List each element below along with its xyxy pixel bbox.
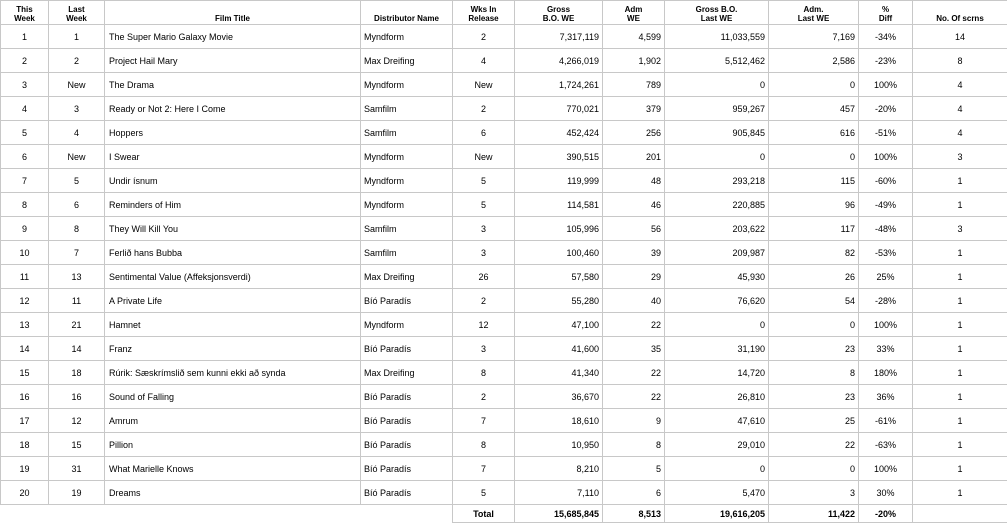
cell-this-week: 2	[1, 49, 49, 73]
cell-distributor: Samfilm	[361, 217, 453, 241]
cell-diff: 100%	[859, 145, 913, 169]
cell-diff: -60%	[859, 169, 913, 193]
cell-wks-in-release: 5	[453, 481, 515, 505]
cell-distributor: Bíó Paradís	[361, 433, 453, 457]
table-row	[1, 145, 1007, 169]
cell-adm-last-we: 616	[769, 121, 859, 145]
cell-gross-last-we: 76,620	[665, 289, 769, 313]
cell-gross-last-we: 26,810	[665, 385, 769, 409]
cell-adm-we: 39	[603, 241, 665, 265]
cell-screens: 3	[913, 145, 1007, 169]
cell-gross-we: 7,110	[515, 481, 603, 505]
cell-gross-last-we: 209,987	[665, 241, 769, 265]
cell-diff: -34%	[859, 25, 913, 49]
cell-wks-in-release: 5	[453, 193, 515, 217]
cell-gross-last-we: 11,033,559	[665, 25, 769, 49]
cell-this-week: 12	[1, 289, 49, 313]
cell-film-title: Hoppers	[105, 121, 361, 145]
cell-gross-last-we: 14,720	[665, 361, 769, 385]
cell-gross-we: 8,210	[515, 457, 603, 481]
cell-gross-we: 41,600	[515, 337, 603, 361]
cell-gross-last-we: 959,267	[665, 97, 769, 121]
cell-last-week: 7	[49, 241, 105, 265]
cell-diff: -20%	[859, 97, 913, 121]
cell-screens: 1	[913, 313, 1007, 337]
cell-last-week: 11	[49, 289, 105, 313]
cell-wks-in-release: 3	[453, 337, 515, 361]
cell-wks-in-release: 7	[453, 409, 515, 433]
cell-film-title: Sentimental Value (Affeksjonsverdi)	[105, 265, 361, 289]
cell-this-week: 4	[1, 97, 49, 121]
cell-gross-we: 4,266,019	[515, 49, 603, 73]
table-row	[1, 361, 1007, 385]
cell-film-title: Amrum	[105, 409, 361, 433]
cell-film-title: What Marielle Knows	[105, 457, 361, 481]
cell-adm-last-we: 82	[769, 241, 859, 265]
cell-distributor: Samfilm	[361, 121, 453, 145]
cell-distributor: Bíó Paradís	[361, 457, 453, 481]
header-film-title: Film Title	[105, 1, 361, 25]
cell-this-week: 5	[1, 121, 49, 145]
cell-this-week: 1	[1, 25, 49, 49]
cell-wks-in-release: 2	[453, 25, 515, 49]
cell-adm-last-we: 23	[769, 385, 859, 409]
cell-screens: 14	[913, 25, 1007, 49]
cell-this-week: 11	[1, 265, 49, 289]
cell-film-title: Ferlið hans Bubba	[105, 241, 361, 265]
cell-adm-last-we: 25	[769, 409, 859, 433]
cell-adm-we: 22	[603, 385, 665, 409]
cell-last-week: 16	[49, 385, 105, 409]
cell-film-title: Pillion	[105, 433, 361, 457]
totals-label: Total	[453, 505, 515, 523]
cell-adm-last-we: 54	[769, 289, 859, 313]
cell-distributor: Bíó Paradís	[361, 481, 453, 505]
table-row	[1, 265, 1007, 289]
header-diff: % Diff	[859, 1, 913, 25]
cell-diff: -51%	[859, 121, 913, 145]
cell-distributor: Myndform	[361, 193, 453, 217]
cell-last-week: New	[49, 73, 105, 97]
table-row	[1, 481, 1007, 505]
cell-adm-we: 48	[603, 169, 665, 193]
cell-adm-we: 22	[603, 361, 665, 385]
cell-last-week: 14	[49, 337, 105, 361]
cell-film-title: Sound of Falling	[105, 385, 361, 409]
table-row	[1, 169, 1007, 193]
cell-film-title: The Drama	[105, 73, 361, 97]
cell-gross-we: 1,724,261	[515, 73, 603, 97]
cell-adm-we: 1,902	[603, 49, 665, 73]
cell-diff: -61%	[859, 409, 913, 433]
cell-distributor: Myndform	[361, 169, 453, 193]
table-row	[1, 193, 1007, 217]
cell-distributor: Myndform	[361, 25, 453, 49]
cell-screens: 1	[913, 385, 1007, 409]
cell-this-week: 14	[1, 337, 49, 361]
cell-diff: 100%	[859, 73, 913, 97]
table-row	[1, 289, 1007, 313]
cell-gross-we: 770,021	[515, 97, 603, 121]
table-body	[1, 25, 1007, 505]
cell-this-week: 19	[1, 457, 49, 481]
cell-last-week: 3	[49, 97, 105, 121]
cell-this-week: 16	[1, 385, 49, 409]
header-last-week: Last Week	[49, 1, 105, 25]
cell-distributor: Samfilm	[361, 97, 453, 121]
cell-adm-we: 9	[603, 409, 665, 433]
cell-adm-we: 56	[603, 217, 665, 241]
cell-film-title: Hamnet	[105, 313, 361, 337]
cell-screens: 4	[913, 73, 1007, 97]
cell-adm-last-we: 115	[769, 169, 859, 193]
cell-this-week: 17	[1, 409, 49, 433]
cell-diff: -28%	[859, 289, 913, 313]
header-row	[1, 1, 1007, 25]
cell-screens: 1	[913, 289, 1007, 313]
cell-film-title: Reminders of Him	[105, 193, 361, 217]
cell-diff: -23%	[859, 49, 913, 73]
cell-film-title: Ready or Not 2: Here I Come	[105, 97, 361, 121]
table-row	[1, 409, 1007, 433]
cell-adm-last-we: 0	[769, 145, 859, 169]
totals-adm: 8,513	[603, 505, 665, 523]
cell-this-week: 9	[1, 217, 49, 241]
cell-last-week: 5	[49, 169, 105, 193]
cell-last-week: New	[49, 145, 105, 169]
cell-gross-we: 41,340	[515, 361, 603, 385]
cell-wks-in-release: 2	[453, 289, 515, 313]
cell-screens: 1	[913, 193, 1007, 217]
cell-last-week: 15	[49, 433, 105, 457]
header-wks-in-release: Wks In Release	[453, 1, 515, 25]
cell-screens: 1	[913, 481, 1007, 505]
cell-adm-last-we: 0	[769, 457, 859, 481]
cell-adm-last-we: 7,169	[769, 25, 859, 49]
cell-adm-we: 46	[603, 193, 665, 217]
cell-screens: 1	[913, 433, 1007, 457]
header-adm-we: Adm WE	[603, 1, 665, 25]
header-gross-last-we: Gross B.O. Last WE	[665, 1, 769, 25]
totals-adm-last: 11,422	[769, 505, 859, 523]
cell-adm-last-we: 23	[769, 337, 859, 361]
cell-distributor: Samfilm	[361, 241, 453, 265]
cell-diff: -53%	[859, 241, 913, 265]
cell-diff: 180%	[859, 361, 913, 385]
cell-distributor: Max Dreifing	[361, 49, 453, 73]
cell-screens: 1	[913, 361, 1007, 385]
cell-wks-in-release: New	[453, 73, 515, 97]
cell-adm-last-we: 22	[769, 433, 859, 457]
table-row	[1, 337, 1007, 361]
header-gross-we: Gross B.O. WE	[515, 1, 603, 25]
cell-gross-last-we: 0	[665, 73, 769, 97]
cell-adm-we: 5	[603, 457, 665, 481]
cell-wks-in-release: 8	[453, 361, 515, 385]
cell-screens: 1	[913, 337, 1007, 361]
cell-adm-last-we: 8	[769, 361, 859, 385]
cell-last-week: 2	[49, 49, 105, 73]
totals-gross-last: 19,616,205	[665, 505, 769, 523]
cell-this-week: 18	[1, 433, 49, 457]
cell-distributor: Myndform	[361, 145, 453, 169]
cell-diff: -63%	[859, 433, 913, 457]
cell-distributor: Max Dreifing	[361, 361, 453, 385]
header-this-week: This Week	[1, 1, 49, 25]
cell-last-week: 6	[49, 193, 105, 217]
cell-diff: 36%	[859, 385, 913, 409]
cell-gross-last-we: 203,622	[665, 217, 769, 241]
cell-last-week: 4	[49, 121, 105, 145]
cell-film-title: The Super Mario Galaxy Movie	[105, 25, 361, 49]
cell-adm-we: 6	[603, 481, 665, 505]
totals-gross: 15,685,845	[515, 505, 603, 523]
cell-adm-we: 40	[603, 289, 665, 313]
cell-last-week: 8	[49, 217, 105, 241]
cell-screens: 1	[913, 457, 1007, 481]
cell-adm-we: 201	[603, 145, 665, 169]
cell-distributor: Bíó Paradís	[361, 289, 453, 313]
table-row	[1, 433, 1007, 457]
cell-wks-in-release: 3	[453, 241, 515, 265]
table-row	[1, 241, 1007, 265]
cell-screens: 3	[913, 217, 1007, 241]
cell-screens: 4	[913, 121, 1007, 145]
cell-adm-last-we: 96	[769, 193, 859, 217]
cell-wks-in-release: 3	[453, 217, 515, 241]
cell-gross-we: 119,999	[515, 169, 603, 193]
cell-this-week: 15	[1, 361, 49, 385]
cell-screens: 1	[913, 241, 1007, 265]
cell-adm-we: 256	[603, 121, 665, 145]
cell-gross-last-we: 220,885	[665, 193, 769, 217]
cell-adm-last-we: 0	[769, 73, 859, 97]
cell-adm-last-we: 0	[769, 313, 859, 337]
cell-wks-in-release: 6	[453, 121, 515, 145]
cell-this-week: 10	[1, 241, 49, 265]
cell-this-week: 3	[1, 73, 49, 97]
cell-wks-in-release: 2	[453, 97, 515, 121]
cell-wks-in-release: 26	[453, 265, 515, 289]
cell-last-week: 31	[49, 457, 105, 481]
cell-gross-last-we: 31,190	[665, 337, 769, 361]
cell-gross-we: 100,460	[515, 241, 603, 265]
cell-adm-we: 22	[603, 313, 665, 337]
cell-gross-we: 57,580	[515, 265, 603, 289]
cell-this-week: 7	[1, 169, 49, 193]
cell-this-week: 13	[1, 313, 49, 337]
cell-adm-we: 35	[603, 337, 665, 361]
cell-film-title: Dreams	[105, 481, 361, 505]
cell-gross-last-we: 29,010	[665, 433, 769, 457]
cell-adm-we: 789	[603, 73, 665, 97]
cell-gross-last-we: 5,512,462	[665, 49, 769, 73]
cell-gross-we: 55,280	[515, 289, 603, 313]
table-row	[1, 385, 1007, 409]
cell-gross-we: 47,100	[515, 313, 603, 337]
cell-gross-we: 114,581	[515, 193, 603, 217]
totals-diff: -20%	[859, 505, 913, 523]
cell-this-week: 8	[1, 193, 49, 217]
cell-adm-last-we: 2,586	[769, 49, 859, 73]
cell-film-title: Undir ísnum	[105, 169, 361, 193]
cell-distributor: Bíó Paradís	[361, 409, 453, 433]
cell-diff: 100%	[859, 457, 913, 481]
cell-film-title: They Will Kill You	[105, 217, 361, 241]
cell-this-week: 20	[1, 481, 49, 505]
cell-film-title: Project Hail Mary	[105, 49, 361, 73]
cell-gross-we: 390,515	[515, 145, 603, 169]
cell-gross-last-we: 47,610	[665, 409, 769, 433]
table-row	[1, 97, 1007, 121]
cell-gross-last-we: 0	[665, 145, 769, 169]
cell-gross-we: 18,610	[515, 409, 603, 433]
header-distributor: Distributor Name	[361, 1, 453, 25]
cell-wks-in-release: 2	[453, 385, 515, 409]
cell-adm-we: 379	[603, 97, 665, 121]
cell-adm-we: 4,599	[603, 25, 665, 49]
table-row	[1, 49, 1007, 73]
cell-adm-last-we: 117	[769, 217, 859, 241]
cell-screens: 4	[913, 97, 1007, 121]
cell-adm-last-we: 26	[769, 265, 859, 289]
table-row	[1, 217, 1007, 241]
cell-wks-in-release: 12	[453, 313, 515, 337]
cell-adm-we: 29	[603, 265, 665, 289]
cell-gross-last-we: 293,218	[665, 169, 769, 193]
table-row	[1, 457, 1007, 481]
cell-last-week: 18	[49, 361, 105, 385]
cell-distributor: Myndform	[361, 313, 453, 337]
cell-gross-last-we: 5,470	[665, 481, 769, 505]
cell-film-title: Rúrik: Sæskrímslið sem kunni ekki að synda	[105, 361, 361, 385]
cell-gross-last-we: 0	[665, 313, 769, 337]
cell-gross-we: 105,996	[515, 217, 603, 241]
cell-this-week: 6	[1, 145, 49, 169]
cell-gross-last-we: 905,845	[665, 121, 769, 145]
cell-adm-last-we: 3	[769, 481, 859, 505]
cell-adm-last-we: 457	[769, 97, 859, 121]
cell-last-week: 1	[49, 25, 105, 49]
cell-diff: -48%	[859, 217, 913, 241]
table-row	[1, 121, 1007, 145]
table-row	[1, 25, 1007, 49]
cell-gross-we: 452,424	[515, 121, 603, 145]
cell-gross-we: 10,950	[515, 433, 603, 457]
cell-wks-in-release: 4	[453, 49, 515, 73]
cell-diff: 33%	[859, 337, 913, 361]
header-adm-last-we: Adm. Last WE	[769, 1, 859, 25]
cell-film-title: A Private Life	[105, 289, 361, 313]
cell-adm-we: 8	[603, 433, 665, 457]
header-screens: No. Of scrns	[913, 1, 1007, 25]
cell-film-title: I Swear	[105, 145, 361, 169]
cell-last-week: 19	[49, 481, 105, 505]
cell-gross-we: 36,670	[515, 385, 603, 409]
cell-last-week: 21	[49, 313, 105, 337]
cell-screens: 1	[913, 265, 1007, 289]
cell-distributor: Max Dreifing	[361, 265, 453, 289]
cell-wks-in-release: New	[453, 145, 515, 169]
cell-distributor: Bíó Paradís	[361, 385, 453, 409]
cell-distributor: Myndform	[361, 73, 453, 97]
cell-screens: 1	[913, 409, 1007, 433]
cell-wks-in-release: 5	[453, 169, 515, 193]
cell-screens: 8	[913, 49, 1007, 73]
cell-diff: 100%	[859, 313, 913, 337]
cell-last-week: 13	[49, 265, 105, 289]
cell-film-title: Franz	[105, 337, 361, 361]
table-row	[1, 73, 1007, 97]
cell-last-week: 12	[49, 409, 105, 433]
cell-wks-in-release: 7	[453, 457, 515, 481]
table-row	[1, 313, 1007, 337]
cell-distributor: Bíó Paradís	[361, 337, 453, 361]
cell-diff: 25%	[859, 265, 913, 289]
cell-wks-in-release: 8	[453, 433, 515, 457]
cell-gross-we: 7,317,119	[515, 25, 603, 49]
cell-screens: 1	[913, 169, 1007, 193]
cell-gross-last-we: 45,930	[665, 265, 769, 289]
cell-gross-last-we: 0	[665, 457, 769, 481]
cell-diff: -49%	[859, 193, 913, 217]
cell-diff: 30%	[859, 481, 913, 505]
